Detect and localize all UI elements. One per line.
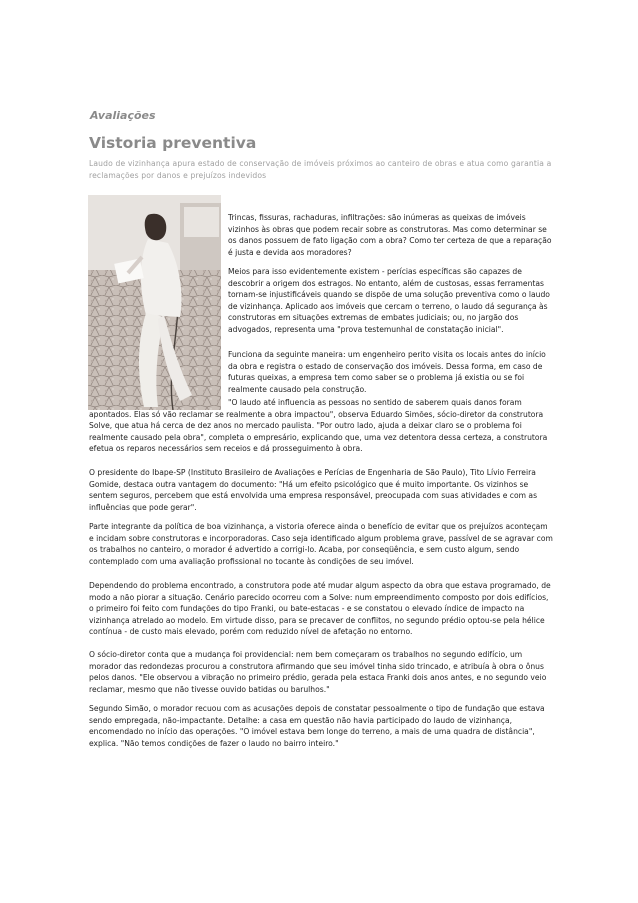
article-photo <box>88 195 221 410</box>
article-paragraph: O sócio-diretor conta que a mudança foi providencial: nem bem começaram os trabalhos no segundo edifício, um morador das redondezas procurou a construtora afirmando que seu imóvel tinha sido trincado, e atribuía à obra o ônus pelos danos. "Ele observou a vibração no primeiro prédio, gerada pela estaca Franki dois anos antes, e no segundo veio reclamar, mesmo que não tivesse ouvido batidas ou barulhos." <box>89 650 547 694</box>
lead-paragraph: Laudo de vizinhança apura estado de conservação de imóveis próximos ao canteiro de obras e atua como garantia a reclamações por danos e prejuízos indevidos <box>89 159 552 180</box>
article-paragraph: O presidente do Ibape-SP (Instituto Brasileiro de Avaliações e Perícias de Engenharia de São Paulo), Tito Lívio Ferreira Gomide, destaca outra vantagem do documento: "Há um efeito psicológico que é muito importante. Os vizinhos se sentem seguros, percebem que está envolvida uma empresa responsável, preocupada com suas atividades e com as influências que pode gerar". <box>89 468 538 512</box>
article-paragraph: Segundo Simão, o morador recuou com as acusações depois de constatar pessoalmente o tipo de fundação que estava sendo empregada, não-impactante. Detalhe: a casa em questão não havia participado do laudo de vizinhança, encomendado no início das operações. "O imóvel estava bem longe do terreno, a mais de uma quadra de distância", explica. "Não temos condições de fazer o laudo no bairro inteiro." <box>89 704 545 748</box>
article-paragraph: Parte integrante da política de boa vizinhança, a vistoria oferece ainda o benefício de evitar que os prejuízos aconteçam e incidam sobre construtoras e incorporadoras. Caso seja identificado algum problema grave, passível de se agravar com os trabalhos no canteiro, o morador é advertido a corrigi-lo. Acaba, por conseqüência, e sem custo algum, sendo contemplado com uma avaliação profissional no tocante às condições de seu imóvel. <box>89 522 553 566</box>
article-paragraph: "O laudo até influencia as pessoas no sentido de saberem quais danos foram apontados. Elas só vão reclamar se realmente a obra impactou", observa Eduardo Simões, sócio-diretor da construtora Solve, que atua há cerca de dez anos no mercado paulista. "Por outro lado, ajuda a deixar claro se o problema foi realmente causado pela obra", completa o empresário, explicando que, uma vez detentora dessa certeza, a construtora efetua os reparos necessários sem receios e dá prosseguimento à obra. <box>89 398 548 454</box>
section-label: Avaliações <box>90 109 156 122</box>
article-paragraph: Meios para isso evidentemente existem - perícias específicas são capazes de descobrir a origem dos estragos. No entanto, além de custosas, essas ferramentas tornam-se injustificáveis quando se dispõe de uma solução preventiva como o laudo de vizinhança. Aplicado aos imóveis que cercam o terreno, o laudo dá segurança às construtoras em situações extremas de embates judiciais; ou, no jargão dos advogados, representa uma "prova testemunhal de constatação inicial". <box>228 267 550 334</box>
article-paragraph: Dependendo do problema encontrado, a construtora pode até mudar algum aspecto da obra que estava programado, de modo a não piorar a situação. Cenário parecido ocorreu com a Solve: num empreendimento composto por dois edifícios, o primeiro foi feito com fundações do tipo Franki, ou bate-estacas - e se constatou o elevado índice de impacto na vizinhança atrelado ao modelo. Em virtude disso, para se precaver de conflitos, no segundo prédio optou-se pela hélice contínua - de custo mais elevado, porém com reduzido nível de afetação no entorno. <box>89 581 551 637</box>
headline: Vistoria preventiva <box>89 134 257 152</box>
article-paragraph: Funciona da seguinte maneira: um engenheiro perito visita os locais antes do início da obra e registra o estado de conservação dos imóveis. Dessa forma, em caso de futuras queixas, a empresa tem como saber se o problema já existia ou se foi realmente causado pela construção. <box>228 350 546 394</box>
article-paragraph: Trincas, fissuras, rachaduras, infiltrações: são inúmeras as queixas de imóveis vizinhos às obras que podem recair sobre as construtoras. Mas como determinar se os danos possuem de fato ligação com a obra? Como ter certeza de que a reparação é justa e devida aos moradores? <box>228 213 552 257</box>
